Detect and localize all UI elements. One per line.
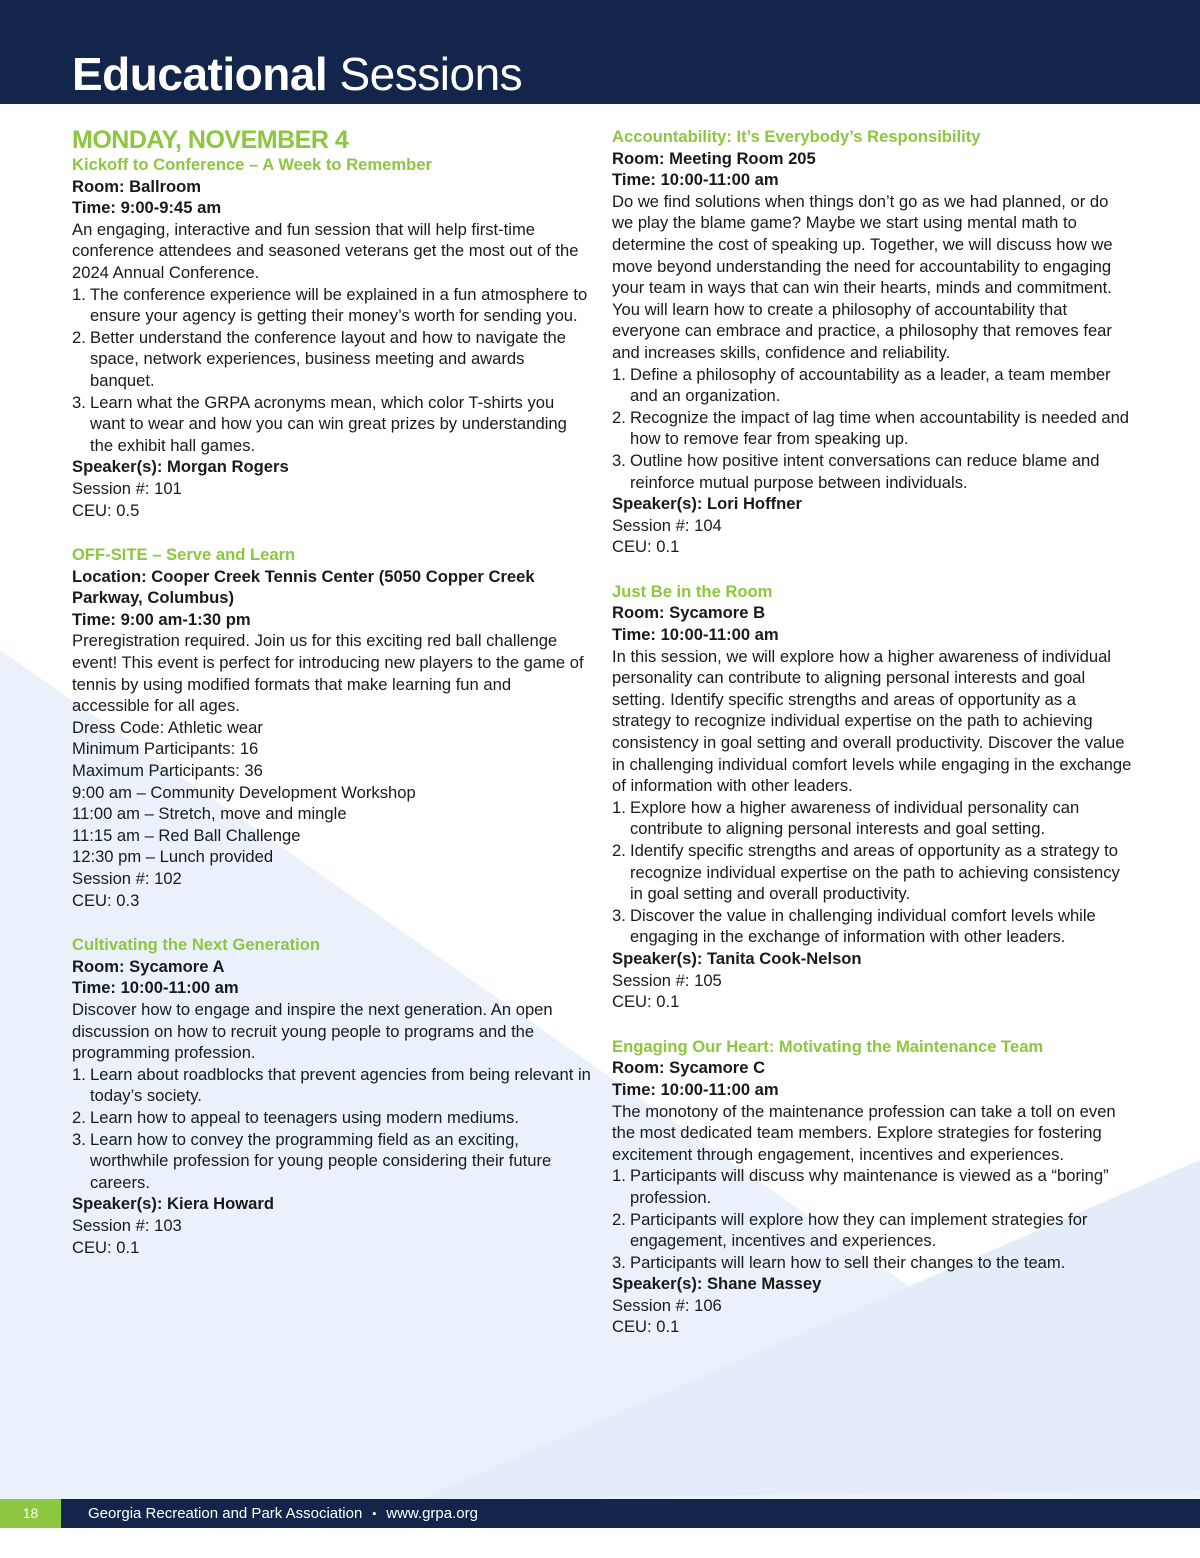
session-description: In this session, we will explore how a higher awareness of individual personality can contribute to aligning personal interests and goal setting. Identify specific strengths and areas of opportunity as a strategy to recognize individual expertise on the path to achieving consistency in goal setting and overall productivity. Discover the value in challenging individual comfort levels while engaging in the exchange of information with other leaders. bbox=[612, 646, 1132, 796]
right-sessions bbox=[612, 126, 1132, 1338]
session-detail: Session #: 105 bbox=[612, 970, 722, 990]
session-block bbox=[612, 126, 1132, 558]
objective-item bbox=[612, 364, 1132, 407]
objective-item bbox=[72, 392, 592, 457]
objective-item bbox=[72, 1064, 592, 1107]
footer-org bbox=[88, 1499, 478, 1528]
objective-item bbox=[612, 1165, 1132, 1208]
learning-objectives bbox=[72, 1064, 592, 1194]
objective-number: 3. bbox=[612, 450, 626, 470]
objective-number: 1. bbox=[72, 1064, 86, 1084]
objective-text: Learn about roadblocks that prevent agencies from being relevant in today’s society. bbox=[90, 1064, 591, 1106]
session-description: Discover how to engage and inspire the next generation. An open discussion on how to recruit young people to programs and the programming profession. bbox=[72, 999, 553, 1063]
session-speaker: Speaker(s): Morgan Rogers bbox=[72, 457, 289, 477]
session-detail: Maximum Participants: 36 bbox=[72, 761, 263, 781]
objective-text: Learn how to convey the programming field as an exciting, worthwhile profession for young people considering their future careers. bbox=[90, 1129, 552, 1192]
session-detail: CEU: 0.5 bbox=[72, 500, 140, 520]
objective-item bbox=[72, 284, 592, 327]
session-description: Preregistration required. Join us for this exciting red ball challenge event! This event is perfect for introducing new players to the game of tennis by using modified formats that make learning fun and accessible for all ages. bbox=[72, 631, 584, 716]
page-footer bbox=[0, 1499, 1200, 1528]
session-meta: Location: Cooper Creek Tennis Center (5050 Copper Creek Parkway, Columbus) bbox=[72, 566, 535, 608]
session-speaker: Speaker(s): Tanita Cook-Nelson bbox=[612, 948, 862, 968]
session-detail: 12:30 pm – Lunch provided bbox=[72, 847, 274, 867]
session-block bbox=[612, 581, 1132, 1013]
session-detail: CEU: 0.3 bbox=[72, 890, 140, 910]
objective-item bbox=[612, 1252, 1132, 1274]
objective-number: 3. bbox=[612, 1252, 626, 1272]
learning-objectives bbox=[72, 284, 592, 457]
objective-number: 1. bbox=[72, 284, 86, 304]
org-url[interactable]: www.grpa.org bbox=[386, 1505, 478, 1522]
objective-item bbox=[612, 450, 1132, 493]
session-detail: Session #: 104 bbox=[612, 515, 722, 535]
left-sessions bbox=[72, 154, 592, 1258]
objective-number: 2. bbox=[72, 327, 86, 347]
objective-text: Learn what the GRPA acronyms mean, which color T-shirts you want to wear and how you can win great prizes by understanding the exhibit hall games. bbox=[90, 392, 567, 455]
session-meta: Time: 9:00-9:45 am bbox=[72, 198, 222, 218]
session-meta: Time: 10:00-11:00 am bbox=[72, 978, 239, 998]
learning-objectives bbox=[612, 364, 1132, 494]
page-title bbox=[72, 46, 522, 102]
objective-item bbox=[612, 407, 1132, 450]
session-meta: Room: Ballroom bbox=[72, 176, 202, 196]
session-block bbox=[72, 934, 592, 1258]
session-block bbox=[612, 1036, 1132, 1338]
learning-objectives bbox=[612, 797, 1132, 948]
session-detail: 11:15 am – Red Ball Challenge bbox=[72, 825, 301, 845]
learning-objectives bbox=[612, 1165, 1132, 1273]
session-title: OFF-SITE – Serve and Learn bbox=[72, 545, 296, 565]
session-meta: Time: 9:00 am-1:30 pm bbox=[72, 609, 251, 629]
session-detail: Session #: 106 bbox=[612, 1295, 722, 1315]
objective-item bbox=[72, 1107, 592, 1129]
objective-text: Identify specific strengths and areas of opportunity as a strategy to recognize individual expertise on the path to achieving consistency in goal setting and overall productivity. bbox=[630, 841, 1120, 904]
objective-item bbox=[612, 840, 1132, 905]
session-detail: CEU: 0.1 bbox=[72, 1237, 140, 1257]
session-meta: Time: 10:00-11:00 am bbox=[612, 625, 779, 645]
objective-number: 1. bbox=[612, 1166, 626, 1186]
right-column bbox=[612, 126, 1132, 1361]
session-block bbox=[72, 544, 592, 911]
objective-text: Explore how a higher awareness of individual personality can contribute to aligning personal interests and goal setting. bbox=[630, 797, 1080, 839]
session-meta: Room: Meeting Room 205 bbox=[612, 148, 816, 168]
session-detail: CEU: 0.1 bbox=[612, 537, 680, 557]
session-speaker: Speaker(s): Kiera Howard bbox=[72, 1194, 274, 1214]
session-title: Engaging Our Heart: Motivating the Maintenance Team bbox=[612, 1036, 1044, 1056]
session-meta: Time: 10:00-11:00 am bbox=[612, 1079, 779, 1099]
objective-text: Define a philosophy of accountability as a leader, a team member and an organization. bbox=[630, 364, 1111, 406]
session-detail: Dress Code: Athletic wear bbox=[72, 717, 263, 737]
session-detail: CEU: 0.1 bbox=[612, 1317, 680, 1337]
session-detail: Session #: 101 bbox=[72, 478, 182, 498]
page-number: 18 bbox=[0, 1499, 61, 1528]
objective-text: Participants will explore how they can implement strategies for engagement, incentives and experiences. bbox=[630, 1209, 1088, 1251]
objective-number: 1. bbox=[612, 364, 626, 384]
objective-text: Participants will learn how to sell their changes to the team. bbox=[630, 1252, 1066, 1272]
session-detail: 9:00 am – Community Development Workshop bbox=[72, 782, 416, 802]
objective-text: Participants will discuss why maintenance is viewed as a “boring” profession. bbox=[630, 1166, 1109, 1207]
session-meta: Room: Sycamore C bbox=[612, 1058, 766, 1078]
session-meta: Room: Sycamore B bbox=[612, 603, 766, 623]
session-title: Accountability: It’s Everybody’s Responsibility bbox=[612, 127, 981, 146]
page-header bbox=[0, 0, 1200, 104]
objective-number: 3. bbox=[72, 1129, 86, 1149]
objective-item bbox=[612, 1209, 1132, 1252]
session-description: The monotony of the maintenance profession can take a toll on even the most dedicated team members. Explore strategies for fostering excitement through engagement, incentives and experiences. bbox=[612, 1101, 1116, 1164]
separator-icon: ▪ bbox=[372, 1508, 377, 1520]
title-rest: Sessions bbox=[327, 48, 523, 100]
session-detail: Minimum Participants: 16 bbox=[72, 739, 259, 759]
objective-item bbox=[72, 327, 592, 392]
objective-text: The conference experience will be explained in a fun atmosphere to ensure your agency is getting their money’s worth for sending you. bbox=[90, 284, 588, 326]
day-title: MONDAY, NOVEMBER 4 bbox=[72, 126, 349, 154]
objective-number: 3. bbox=[72, 392, 86, 412]
session-block bbox=[72, 154, 592, 521]
session-title: Just Be in the Room bbox=[612, 581, 773, 601]
session-description: An engaging, interactive and fun session that will help first-time conference attendees and seasoned veterans get the most out of the 2024 Annual Conference. bbox=[72, 219, 579, 282]
objective-text: Discover the value in challenging individual comfort levels while engaging in the exchange of information with other leaders. bbox=[630, 905, 1096, 947]
session-speaker: Speaker(s): Shane Massey bbox=[612, 1274, 822, 1294]
session-detail: Session #: 102 bbox=[72, 869, 182, 888]
objective-number: 2. bbox=[612, 1209, 626, 1229]
objective-text: Better understand the conference layout and how to navigate the space, network experiences, business meeting and awards banquet. bbox=[90, 327, 567, 390]
objective-text: Learn how to appeal to teenagers using modern mediums. bbox=[90, 1107, 519, 1127]
session-detail: CEU: 0.1 bbox=[612, 992, 680, 1012]
session-detail: 11:00 am – Stretch, move and mingle bbox=[72, 804, 347, 824]
session-meta: Room: Sycamore A bbox=[72, 956, 225, 976]
session-title: Kickoff to Conference – A Week to Remember bbox=[72, 155, 432, 174]
session-description: Do we find solutions when things don’t go as we had planned, or do we play the blame game? Maybe we start using mental math to determine the cost of speaking up. Together, we will discuss how we move beyond understanding the need for accountability to engaging your team in ways that can win their hearts, minds and commitment. You will learn how to create a philosophy of accountability that everyone can embrace and practice, a philosophy that removes fear and increases skills, confidence and reliability. bbox=[612, 191, 1113, 362]
session-detail: Session #: 103 bbox=[72, 1215, 182, 1235]
left-column bbox=[72, 126, 592, 1281]
title-bold: Educational bbox=[72, 48, 328, 100]
session-title: Cultivating the Next Generation bbox=[72, 935, 321, 955]
objective-number: 1. bbox=[612, 797, 626, 817]
objective-text: Outline how positive intent conversations can reduce blame and reinforce mutual purpose between individuals. bbox=[630, 450, 1100, 492]
objective-item bbox=[72, 1129, 592, 1194]
objective-number: 2. bbox=[72, 1107, 86, 1127]
session-speaker: Speaker(s): Lori Hoffner bbox=[612, 494, 802, 514]
org-name: Georgia Recreation and Park Association bbox=[88, 1505, 363, 1522]
objective-item bbox=[612, 905, 1132, 948]
session-meta: Time: 10:00-11:00 am bbox=[612, 170, 779, 190]
objective-text: Recognize the impact of lag time when accountability is needed and how to remove fear from speaking up. bbox=[630, 407, 1130, 449]
objective-item bbox=[612, 797, 1132, 840]
objective-number: 2. bbox=[612, 407, 626, 427]
objective-number: 3. bbox=[612, 905, 626, 925]
objective-number: 2. bbox=[612, 841, 626, 860]
